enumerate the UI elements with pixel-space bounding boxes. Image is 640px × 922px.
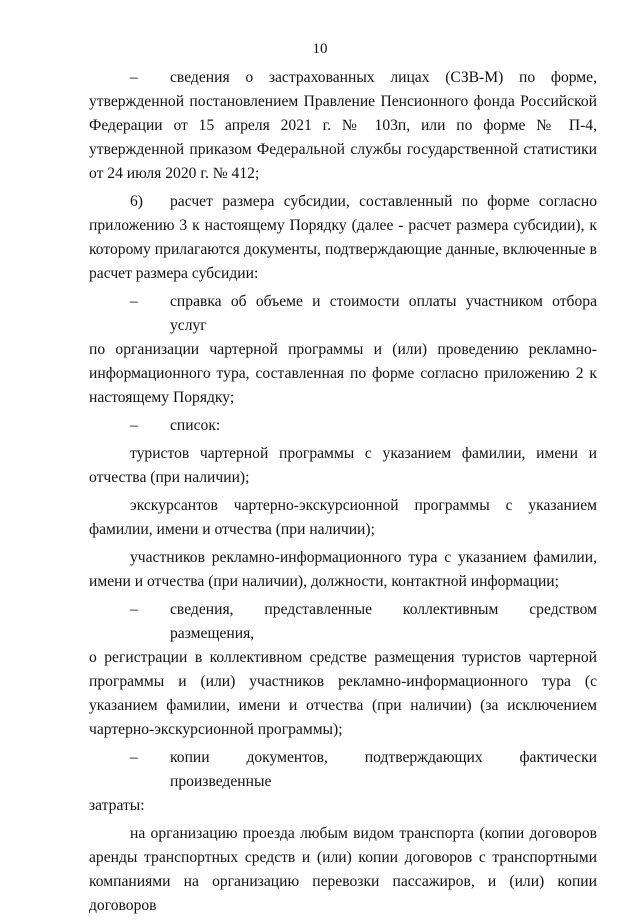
page-number: 10	[312, 41, 328, 57]
paragraph-text: приложению 3 к настоящему Порядку (далее - расчет размера субсидии), к которому прилагаются документы, подтверждающие данные, включенные в расчет размера субсидии:	[89, 217, 597, 282]
dash-marker: –	[130, 417, 138, 434]
dash-marker: –	[130, 749, 138, 766]
paragraph-text: затраты:	[89, 797, 145, 814]
list-item-accommodation-info	[89, 598, 597, 742]
list-item-payment-certificate	[89, 290, 597, 410]
dash-marker: –	[130, 69, 138, 86]
list-item-insured-persons	[89, 66, 597, 186]
paragraph-excursionists: экскурсантов чартерно-экскурсионной программы с указанием фамилии, имени и отчества (при наличии);	[89, 497, 597, 538]
paragraph-text: утвержденной постановлением Правление Пенсионного фонда Российской Федерации от 15 апреля 2021 г. № 103п, или по форме № П-4, утвержденной приказом Федеральной службы государственной статистики от 24 июля 2020 г. № 412;	[89, 93, 597, 182]
paragraph-transport: на организацию проезда любым видом транспорта (копии договоров аренды транспортных средств и (или) копии договоров с транспортными компаниями на организацию перевозки пассажиров, и (или) копии договоров	[89, 825, 597, 914]
list-item-expense-documents	[89, 746, 597, 818]
item-number: 6)	[130, 193, 143, 210]
list-item-subsidy-calculation	[89, 190, 597, 286]
dash-marker: –	[130, 601, 138, 618]
paragraph-text: сведения о застрахованных лицах (СЗВ-М) по форме,	[170, 69, 597, 86]
paragraph-text: о регистрации в коллективном средстве размещения туристов чартерной программы и (или) участников рекламно-информационного тура (с указанием фамилии, имени и отчества (при наличии) (за исключением чартерно-экскурсионной программы);	[89, 649, 597, 738]
paragraph-text: справка об объеме и стоимости оплаты участником отбора услуг	[170, 293, 597, 334]
paragraph-text: сведения, представленные коллективным средством размещения,	[170, 601, 597, 642]
dash-marker: –	[130, 293, 138, 310]
paragraph-text: копии документов, подтверждающих фактически произведенные	[170, 749, 597, 790]
paragraph-text: расчет размера субсидии, составленный по форме согласно	[170, 193, 597, 210]
paragraph-tour-participants: участников рекламно-информационного тура с указанием фамилии, имени и отчества (при наличии), должности, контактной информации;	[89, 549, 597, 590]
paragraph-text: по организации чартерной программы и (или) проведению рекламно-информационного тура, составленная по форме согласно приложению 2 к настоящему Порядку;	[89, 341, 597, 406]
list-item-list	[89, 414, 597, 438]
paragraph-text: список:	[170, 417, 221, 434]
document-body	[89, 66, 597, 922]
paragraph-tourists: туристов чартерной программы с указанием фамилии, имени и отчества (при наличии);	[89, 445, 597, 486]
